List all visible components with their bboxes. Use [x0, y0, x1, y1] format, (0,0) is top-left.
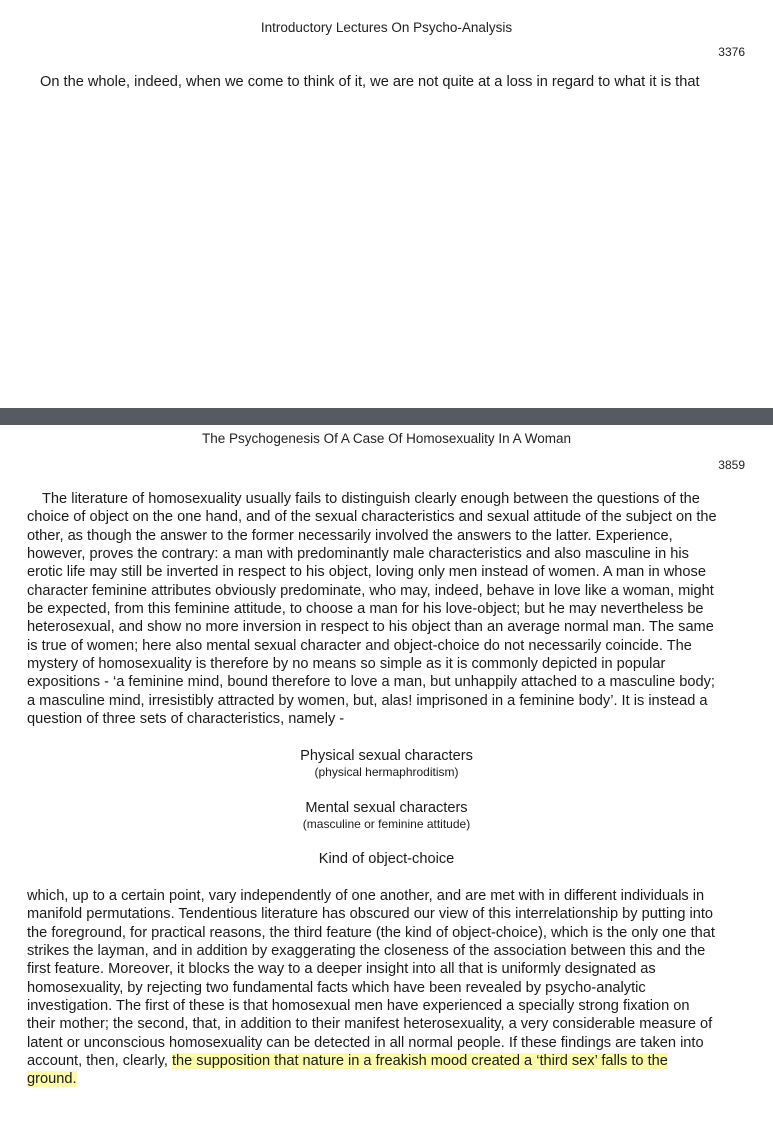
body-paragraph — [27, 490, 752, 728]
text-line: their mother; the second, that, in addition to their manifest heterosexuality, a very considerable measure of — [27, 1016, 713, 1033]
text-line: manifold permutations. Tendentious literature has obscured our view of this interrelationship by putting into — [27, 906, 714, 923]
text-line: mystery of homosexuality is therefore by no means so simple as it is commonly depicted in popular — [27, 656, 666, 673]
page-header: The Psychogenesis Of A Case Of Homosexuality In A Woman — [202, 431, 571, 446]
text-line: be expected, from this feminine attitude, to choose a man for his love-object; but he may nevertheless be — [27, 601, 704, 618]
list-item-title: Mental sexual characters — [305, 800, 468, 816]
text-line: erotic life may still be inverted in respect to his object, loving only men instead of women. A man in whose — [27, 564, 706, 581]
text-line — [27, 1070, 752, 1088]
page-number: 3859 — [718, 458, 745, 472]
page-number: 3376 — [718, 45, 745, 59]
page-divider — [0, 408, 773, 425]
text-line: investigation. The first of these is that homosexual men have experienced a specially strong fixation on — [27, 998, 690, 1015]
text-line: however, proves the contrary: a man with predominantly male characteristics and also masculine in his — [27, 546, 689, 563]
text-line: heterosexual, and show no more inversion in respect to his object than an average normal man. The same — [27, 619, 714, 636]
list-item-title: Physical sexual characters — [300, 748, 473, 764]
body-paragraph — [27, 74, 752, 408]
text-line: choice of object on the one hand, and of the sexual characteristics and sexual attitude of the subject on the — [27, 509, 717, 526]
text-line: first feature. Moreover, it blocks the way to a deeper insight into all that is uniformly designated as — [27, 961, 656, 978]
characteristics-list-item — [0, 800, 773, 831]
characteristics-list-item — [0, 851, 773, 867]
text-line: On the whole, indeed, when we come to think of it, we are not quite at a loss in regard to what it is that — [40, 74, 700, 90]
list-item-title: Kind of object-choice — [318, 851, 455, 867]
page-excerpt-1 — [0, 0, 773, 408]
text-line: the foreground, for practical reasons, the third feature (the kind of object-choice), which is the only one that — [27, 924, 715, 941]
text-line: The literature of homosexuality usually fails to distinguish clearly enough between the questions of the — [42, 491, 700, 507]
list-item-subtitle: (physical hermaphroditism) — [314, 765, 459, 779]
list-item-subtitle: (masculine or feminine attitude) — [302, 817, 471, 831]
text-line: other, as though the answer to the former necessarily involved the answers to the latter. Experience, — [27, 527, 673, 544]
text-line: character feminine attributes obviously predominate, who may, indeed, behave in love like a woman, might — [27, 582, 714, 599]
text-line: expositions - ‘a feminine mind, bound therefore to love a man, but unhappily attached to a masculine body; — [27, 674, 715, 691]
yellow-highlight: the supposition that nature in a freakish mood created a ‘third sex’ falls to the — [171, 1053, 668, 1070]
text-line: homosexuality, by rejecting two fundamental facts which have been revealed by psycho-analytic — [27, 979, 646, 996]
yellow-highlight: ground. — [27, 1071, 77, 1088]
text-line: which, up to a certain point, vary independently of one another, and are met with in different individuals in — [27, 888, 705, 904]
text-line — [27, 1052, 752, 1070]
text-line: latent or unconscious homosexuality can be detected in all normal people. If these findings are taken into — [27, 1034, 704, 1051]
characteristics-list-item — [0, 748, 773, 779]
page-header: Introductory Lectures On Psycho-Analysis — [260, 20, 513, 35]
text-line: strikes the layman, and in addition by exaggerating the closeness of the association between this and the — [27, 943, 706, 960]
text-line: a masculine mind, irresistibly attracted by women, but, alas! imprisoned in a feminine body’. It is instead a — [27, 692, 708, 709]
text-span: account, then, clearly, — [27, 1053, 172, 1070]
body-paragraph — [27, 887, 752, 1089]
text-line: is true of women; here also mental sexual character and object-choice do not necessarily coincide. The — [27, 637, 692, 654]
text-line: question of three sets of characteristics, namely - — [27, 711, 345, 728]
